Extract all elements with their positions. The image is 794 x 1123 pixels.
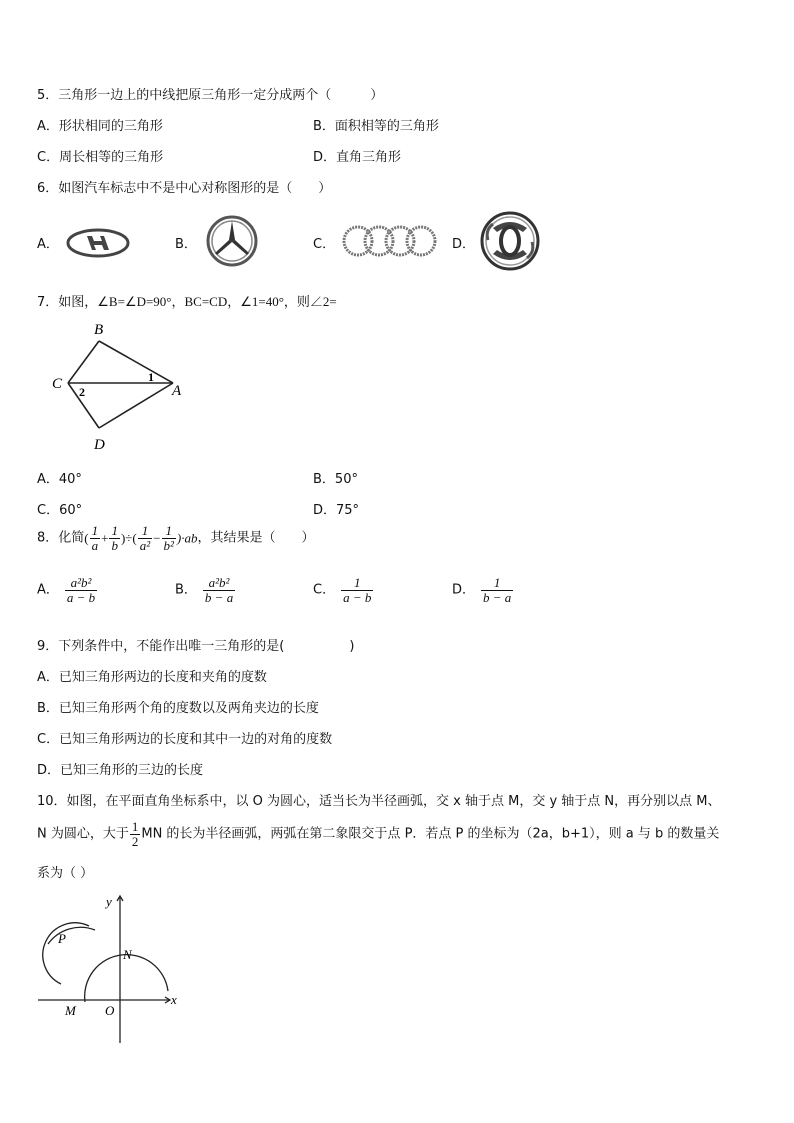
q8-option-c-den: a − b bbox=[343, 590, 372, 605]
q8-f4-den: b² bbox=[163, 538, 174, 553]
audi-logo-icon bbox=[340, 222, 440, 260]
q8-option-a-label: A． bbox=[37, 582, 59, 598]
q6-option-c-label: C． bbox=[313, 237, 336, 252]
q8-f1-den: a bbox=[91, 538, 99, 553]
q8-suffix: ，其结果是（ ） bbox=[197, 530, 315, 546]
q9-option-d: D．已知三角形的三边的长度 bbox=[37, 763, 204, 778]
q10-label-m: M bbox=[65, 1003, 76, 1018]
q10-label-y: y bbox=[106, 894, 112, 909]
q7-stem bbox=[37, 291, 337, 310]
q8-fraction-4 bbox=[162, 524, 176, 553]
q8-f2-den: b bbox=[111, 538, 118, 553]
q7-stem-math: ∠B=∠D=90°，BC=CD，∠1=40°，则∠2= bbox=[97, 294, 337, 309]
q10-label-x: x bbox=[171, 992, 177, 1007]
q8-mid: )÷( bbox=[120, 530, 137, 546]
q8-option-b-label: B． bbox=[175, 582, 197, 598]
dongfeng-yueda-logo-icon bbox=[479, 210, 543, 272]
q8-fraction-1 bbox=[90, 524, 101, 553]
q6-option-d-label: D． bbox=[452, 237, 476, 252]
q6-stem: 6．如图汽车标志中不是中心对称图形的是（ ） bbox=[37, 181, 332, 196]
hyundai-logo-icon bbox=[65, 226, 131, 260]
q8-option-d bbox=[452, 576, 514, 605]
q5-option-c: C．周长相等的三角形 bbox=[37, 150, 164, 165]
q8-option-c-num: 1 bbox=[341, 576, 373, 591]
q8-minus: − bbox=[153, 530, 161, 546]
q10-half-num: 1 bbox=[131, 819, 139, 834]
q8-option-b-den: b − a bbox=[204, 590, 234, 605]
q8-option-c-label: C． bbox=[313, 582, 336, 598]
q8-option-c bbox=[313, 576, 374, 605]
q6-option-a-label: A． bbox=[37, 237, 59, 252]
q8-tail: )·ab bbox=[176, 530, 198, 546]
q8-option-b-num: a²b² bbox=[203, 576, 235, 591]
q7-option-b: B．50° bbox=[313, 472, 358, 487]
q10-line-3: 系为（ ） bbox=[37, 866, 94, 881]
q8-option-d-den: b − a bbox=[483, 590, 512, 605]
q8-prefix: 8．化简 bbox=[37, 530, 85, 546]
q10-line-2 bbox=[37, 820, 719, 849]
q10-half-den: 2 bbox=[131, 834, 139, 849]
q8-option-a-den: a − b bbox=[66, 590, 96, 605]
q10-label-p: P bbox=[58, 931, 66, 946]
q5-option-a: A．形状相同的三角形 bbox=[37, 119, 163, 134]
q7-label-b: B bbox=[94, 322, 104, 338]
q8-f3-den: a² bbox=[139, 538, 151, 553]
q5-stem: 5．三角形一边上的中线把原三角形一定分成两个（ ） bbox=[37, 88, 384, 103]
q8-option-b bbox=[175, 576, 236, 605]
q8-plus: + bbox=[101, 530, 109, 546]
q8-fraction-2 bbox=[109, 524, 120, 553]
q8-option-d-fraction bbox=[481, 576, 513, 605]
q10-line-2-post: MN 的长为半径画弧，两弧在第二象限交于点 P．若点 P 的坐标为（2a，b+1），则 a 与 b 的数量关 bbox=[141, 826, 720, 842]
q8-fraction-3 bbox=[138, 524, 152, 553]
q7-angle-2: 2 bbox=[79, 385, 85, 399]
q9-option-c: C．已知三角形两边的长度和其中一边的对角的度数 bbox=[37, 732, 333, 747]
q8-f1-num: 1 bbox=[91, 523, 99, 538]
q8-option-d-num: 1 bbox=[481, 576, 513, 591]
q8-option-a-num: a²b² bbox=[65, 576, 97, 591]
q9-option-b: B．已知三角形两个角的度数以及两角夹边的长度 bbox=[37, 701, 319, 716]
q7-angle-1: 1 bbox=[148, 370, 154, 384]
q10-line-2-pre: N 为圆心，大于 bbox=[37, 826, 129, 842]
q7-label-c: C bbox=[52, 376, 63, 392]
q8-option-d-label: D． bbox=[452, 582, 476, 598]
q8-option-a bbox=[37, 576, 98, 605]
q10-label-o: O bbox=[105, 1003, 115, 1018]
q10-line-1: 10．如图，在平面直角坐标系中，以 O 为圆心，适当长为半径画弧，交 x 轴于点 M，交 y 轴于点 N，再分别以点 M、 bbox=[37, 794, 721, 809]
q10-label-n: N bbox=[123, 947, 132, 962]
q8-option-c-fraction bbox=[341, 576, 373, 605]
q8-f3-num: 1 bbox=[138, 524, 152, 539]
q9-stem: 9．下列条件中，不能作出唯一三角形的是( ) bbox=[37, 639, 355, 654]
q7-option-d: D．75° bbox=[313, 503, 360, 518]
q8-option-a-fraction bbox=[65, 576, 97, 605]
q7-option-c: C．60° bbox=[37, 503, 83, 518]
q9-option-a: A．已知三角形两边的长度和夹角的度数 bbox=[37, 670, 267, 685]
q6-option-b-label: B． bbox=[175, 237, 197, 252]
q7-label-d: D bbox=[94, 437, 105, 453]
q8-open-paren: ( bbox=[84, 530, 89, 546]
q10-half-fraction bbox=[130, 820, 141, 849]
q7-figure bbox=[48, 318, 198, 454]
q7-label-a: A bbox=[172, 383, 182, 399]
q7-stem-prefix: 7．如图， bbox=[37, 295, 98, 310]
q8-option-b-fraction bbox=[203, 576, 235, 605]
q10-figure bbox=[30, 888, 190, 1048]
q5-option-b: B．面积相等的三角形 bbox=[313, 119, 439, 134]
q5-option-d: D．直角三角形 bbox=[313, 150, 402, 165]
q8-f4-num: 1 bbox=[162, 524, 176, 539]
q8-stem bbox=[37, 524, 315, 553]
q7-option-a: A．40° bbox=[37, 472, 82, 487]
q8-f2-num: 1 bbox=[111, 523, 118, 538]
mercedes-logo-icon bbox=[205, 214, 259, 268]
